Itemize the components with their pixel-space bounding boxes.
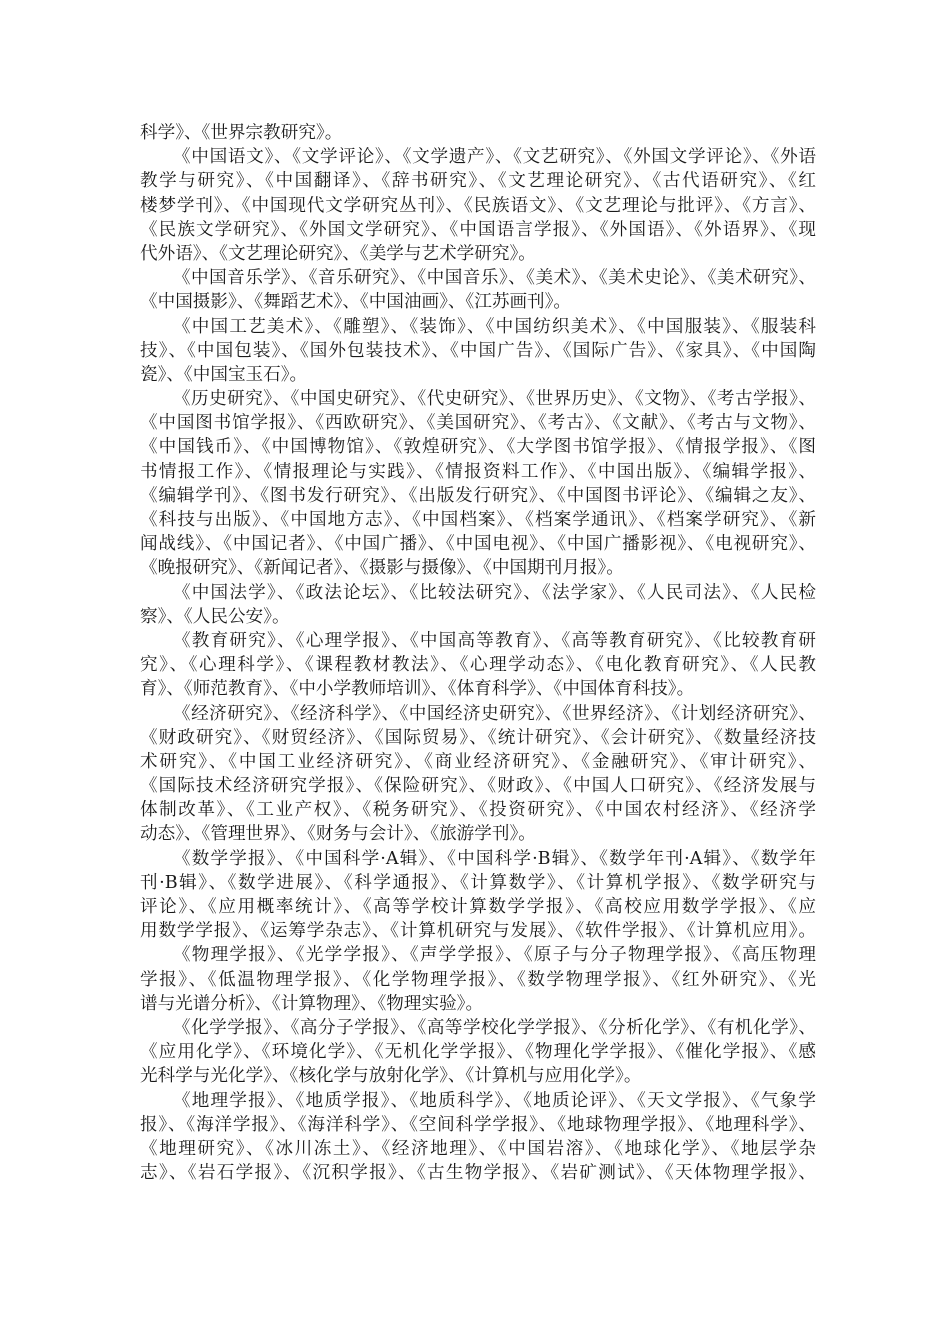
paragraph-line: 《中国图书馆学报》、《西欧研究》、《美国研究》、《考古》、《文献》、《考古与文物》、: [140, 413, 816, 434]
paragraph-line: 育》、《师范教育》、《中小学教师培训》、《体育科学》、《中国体育科技》。: [140, 679, 695, 700]
paragraph-line: 《晚报研究》、《新闻记者》、《摄影与摄像》、《中国期刊月报》。: [140, 558, 624, 579]
paragraph-line: 教学与研究》、《中国翻译》、《辞书研究》、《文艺理论研究》、《古代语研究》、《红: [140, 171, 816, 192]
paragraph-first-line: 《经济研究》、《经济科学》、《中国经济史研究》、《世界经济》、《计划经济研究》、: [173, 703, 816, 724]
paragraph-line: 光科学与光化学》、《核化学与放射化学》、《计算机与应用化学》。: [140, 1066, 642, 1087]
paragraph-line: 《科技与出版》、《中国地方志》、《中国档案》、《档案学通讯》、《档案学研究》、《新: [140, 510, 816, 530]
paragraph-line: 志》、《岩石学报》、《沉积学报》、《古生物学报》、《岩矿测试》、《天体物理学报》、: [140, 1163, 816, 1184]
paragraph-line: 闻战线》、《中国记者》、《中国广播》、《中国电视》、《中国广播影视》、《电视研究》、: [140, 534, 816, 555]
paragraph-line: 代外语》、《文艺理论研究》、《美学与艺术学研究》。: [140, 243, 536, 264]
paragraph-line: 瓷》、《中国宝玉石》。: [140, 364, 308, 385]
paragraph-first-line: 《中国工艺美术》、《雕塑》、《装饰》、《中国纺织美术》、《中国服装》、《服装科: [173, 316, 816, 337]
paragraph-line: 谱与光谱分析》、《计算物理》、《物理实验》。: [140, 993, 484, 1014]
paragraph-line: 察》、《人民公安》。: [140, 606, 290, 627]
paragraph-first-line: 《中国音乐学》、《音乐研究》、《中国音乐》、《美术》、《美术史论》、《美术研究》、: [173, 268, 816, 289]
paragraph-line: 《编辑学刊》、《图书发行研究》、《出版发行研究》、《中国图书评论》、《编辑之友》、: [140, 485, 816, 506]
paragraph-line: 动态》、《管理世界》、《财务与会计》、《旅游学刊》。: [140, 824, 536, 845]
paragraph-line: 《应用化学》、《环境化学》、《无机化学学报》、《物理化学学报》、《催化学报》、《感: [140, 1042, 816, 1063]
paragraph-line: 究》、《心理科学》、《课程教材教法》、《心理学动态》、《电化教育研究》、《人民教: [140, 655, 816, 676]
paragraph-line: 《中国摄影》、《舞蹈艺术》、《中国油画》、《江苏画刊》。: [140, 292, 572, 313]
document-page: [140, 121, 816, 1185]
paragraph-line: 体制改革》、《工业产权》、《税务研究》、《投资研究》、《中国农村经济》、《经济学: [140, 800, 816, 821]
paragraph-line: 刊·B辑》、《数学进展》、《科学通报》、《计算数学》、《计算机学报》、《数学研究与: [140, 872, 816, 893]
paragraph-line: 《中国钱币》、《中国博物馆》、《敦煌研究》、《大学图书馆学报》、《情报学报》、《图: [140, 437, 816, 458]
paragraph-line: 《地理研究》、《冰川冻土》、《经济地理》、《中国岩溶》、《地球化学》、《地层学杂: [140, 1138, 816, 1159]
paragraph-line: 书情报工作》、《情报理论与实践》、《情报资料工作》、《中国出版》、《编辑学报》、: [140, 461, 816, 482]
paragraph-first-line: 《物理学报》、《光学学报》、《声学学报》、《原子与分子物理学报》、《高压物理: [173, 945, 816, 966]
paragraph-line: 科学》、《世界宗教研究》。: [140, 123, 343, 143]
paragraph-first-line: 《中国法学》、《政法论坛》、《比较法研究》、《法学家》、《人民司法》、《人民检: [173, 582, 816, 603]
paragraph-line: 《民族文学研究》、《外国文学研究》、《中国语言学报》、《外国语》、《外语界》、《现: [140, 219, 816, 240]
paragraph-first-line: 《化学学报》、《高分子学报》、《高等学校化学学报》、《分析化学》、《有机化学》、: [173, 1017, 816, 1038]
paragraph-first-line: 《中国语文》、《文学评论》、《文学遗产》、《文艺研究》、《外国文学评论》、《外语: [173, 147, 816, 168]
paragraph-line: 评论》、《应用概率统计》、《高等学校计算数学学报》、《高校应用数学学报》、《应: [140, 897, 816, 917]
paragraph-first-line: 《地理学报》、《地质学报》、《地质科学》、《地质论评》、《天文学报》、《气象学: [173, 1090, 816, 1111]
paragraph-line: 技》、《中国包装》、《国外包装技术》、《中国广告》、《国际广告》、《家具》、《中国陶: [140, 340, 816, 361]
paragraph-line: 用数学学报》、《运筹学杂志》、《计算机研究与发展》、《软件学报》、《计算机应用》。: [140, 921, 816, 942]
paragraph-line: 术研究》、《中国工业经济研究》、《商业经济研究》、《金融研究》、《审计研究》、: [140, 751, 816, 772]
paragraph-first-line: 《历史研究》、《中国史研究》、《代史研究》、《世界历史》、《文物》、《考古学报》、: [173, 389, 816, 410]
paragraph-line: 楼梦学刊》、《中国现代文学研究丛刊》、《民族语文》、《文艺理论与批评》、《方言》、: [140, 195, 816, 216]
paragraph-first-line: 《教育研究》、《心理学报》、《中国高等教育》、《高等教育研究》、《比较教育研: [173, 630, 816, 651]
paragraph-line: 学报》、《低温物理学报》、《化学物理学报》、《数学物理学报》、《红外研究》、《光: [140, 969, 816, 990]
paragraph-line: 报》、《海洋学报》、《海洋科学》、《空间科学学报》、《地球物理学报》、《地理科学》、: [140, 1114, 816, 1135]
paragraph-line: 《国际技术经济研究学报》、《保险研究》、《财政》、《中国人口研究》、《经济发展与: [140, 776, 816, 797]
paragraph-first-line: 《数学学报》、《中国科学·A辑》、《中国科学·B辑》、《数学年刊·A辑》、《数学年: [173, 848, 816, 869]
paragraph-line: 《财政研究》、《财贸经济》、《国际贸易》、《统计研究》、《会计研究》、《数量经济技: [140, 727, 816, 748]
